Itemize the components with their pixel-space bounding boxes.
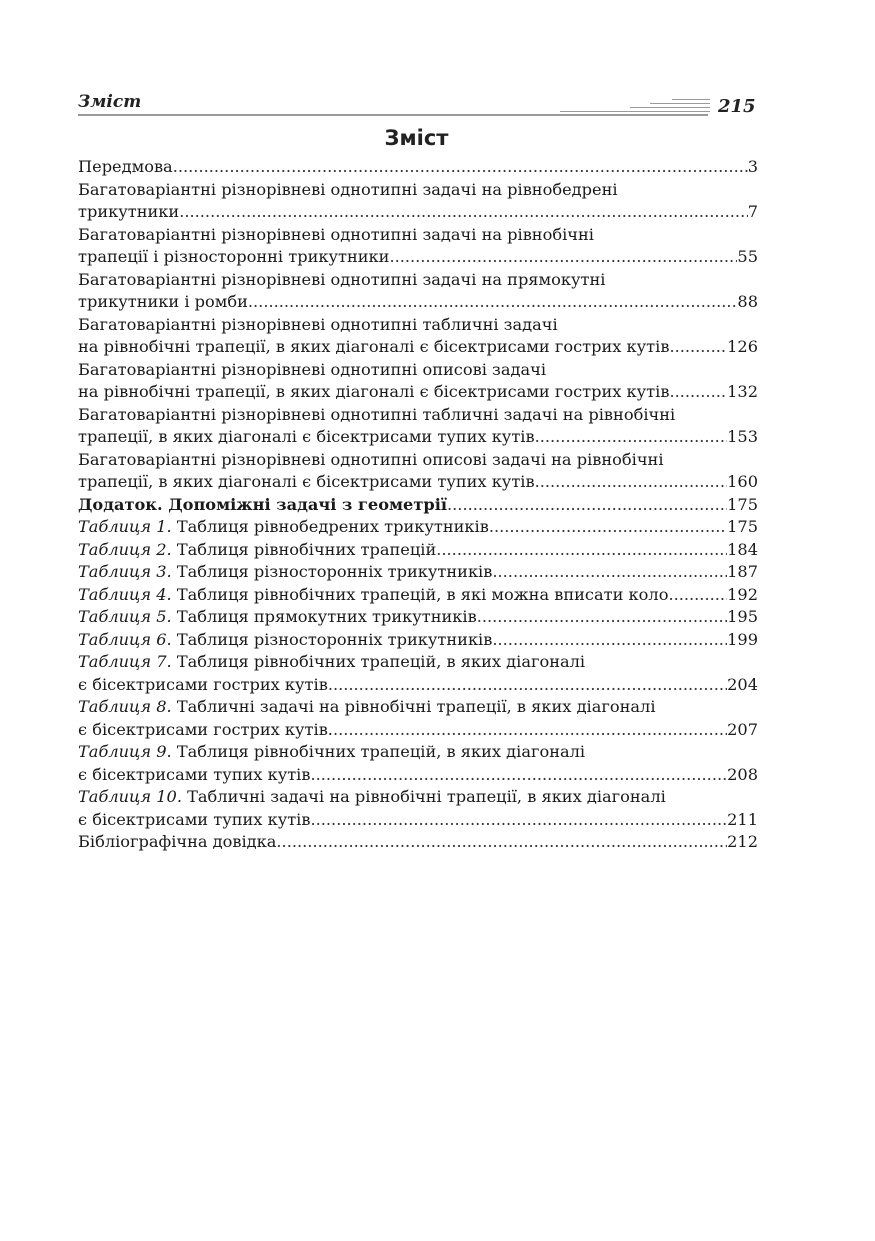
leader-dots	[333, 719, 727, 742]
toc-page-number: 126	[727, 337, 758, 356]
table-prefix: Таблиця 5.	[78, 607, 172, 626]
toc-entry-line: Табличні задачі на рівнобічні трапеції, в яких діагоналі	[181, 787, 666, 806]
toc-entry[interactable]	[78, 224, 758, 269]
table-prefix: Таблиця 9.	[78, 742, 172, 761]
toc-entry-label: трапеції, в яких діагоналі є бісектрисами тупих кутів	[78, 472, 535, 491]
leader-dots	[389, 246, 737, 269]
toc-entry[interactable]	[78, 831, 758, 854]
toc-entry-appendix[interactable]	[78, 494, 758, 517]
toc-page-number: 7	[747, 202, 758, 221]
toc-entry-label: на рівнобічні трапеції, в яких діагоналі є бісектрисами гострих кутів	[78, 337, 670, 356]
toc-entry-table[interactable]	[78, 539, 758, 562]
toc-entry-line: Багатоваріантні різнорівневі однотипні табличні задачі на рівнобічні	[78, 404, 676, 424]
toc-entry[interactable]	[78, 314, 758, 359]
toc-entry-label: трикутники	[78, 202, 180, 221]
toc-entry[interactable]	[78, 404, 758, 449]
toc-entry-line: Багатоваріантні різнорівневі однотипні задачі на рівнобедрені	[78, 179, 618, 199]
toc-page-number: 132	[727, 382, 758, 401]
toc-title: Зміст	[384, 126, 449, 150]
toc-entry-line: Багатоваріантні різнорівневі однотипні задачі на рівнобічні	[78, 224, 594, 244]
toc-page-number: 208	[727, 764, 758, 784]
toc-entry-line: Табличні задачі на рівнобічні трапеції, в яких діагоналі	[171, 697, 656, 716]
leader-dots	[447, 494, 727, 517]
leader-dots	[535, 471, 728, 494]
toc-page-number: 204	[727, 674, 758, 694]
toc-entry-table[interactable]	[78, 741, 758, 786]
toc-entry-line: Багатоваріантні різнорівневі однотипні описові задачі	[78, 359, 546, 379]
toc-entry-line: Багатоваріантні різнорівневі однотипні задачі на прямокутні	[78, 269, 606, 289]
toc-entry-table[interactable]	[78, 561, 758, 584]
toc-entry-table[interactable]	[78, 786, 758, 831]
table-prefix: Таблиця 3.	[78, 562, 172, 581]
toc-entry-label: є бісектрисами тупих кутів	[78, 764, 311, 784]
toc-entry-label: на рівнобічні трапеції, в яких діагоналі є бісектрисами гострих кутів	[78, 382, 670, 401]
table-prefix: Таблиця 4.	[78, 584, 172, 604]
toc-entry[interactable]	[78, 449, 758, 494]
leader-dots	[328, 674, 727, 697]
leader-dots	[492, 629, 727, 652]
toc-entry-label: Бібліографічна довідка	[78, 832, 277, 851]
toc-entry-table[interactable]	[78, 516, 758, 539]
toc-page-number: 207	[727, 719, 758, 739]
toc-entry[interactable]	[78, 156, 758, 179]
toc-entry-label: трапеції і різносторонні трикутники	[78, 247, 390, 266]
toc-entry-line: Багатоваріантні різнорівневі однотипні описові задачі на рівнобічні	[78, 449, 664, 469]
toc-entry-table[interactable]	[78, 606, 758, 629]
leader-dots	[492, 561, 727, 584]
toc-entry-label: є бісектрисами гострих кутів.	[78, 719, 333, 739]
table-prefix: Таблиця 7.	[78, 652, 172, 671]
toc-page-number: 187	[727, 562, 758, 581]
leader-dots	[248, 291, 738, 314]
toc-entry-table[interactable]	[78, 696, 758, 741]
table-prefix: Таблиця 10.	[78, 787, 182, 806]
toc-entry-label: трикутники і ромби	[78, 292, 248, 311]
leader-dots	[436, 539, 727, 562]
toc-page-number: 184	[727, 539, 758, 559]
leader-dots	[668, 584, 727, 607]
toc-entry-label: Таблиця різносторонніх трикутників	[171, 629, 493, 649]
toc-page-number: 212	[727, 832, 758, 851]
leader-dots	[173, 156, 748, 179]
toc-page-number: 88	[737, 292, 758, 311]
toc-entry-table[interactable]	[78, 651, 758, 696]
toc-page-number: 192	[727, 584, 758, 604]
toc-page-number: 211	[727, 809, 758, 829]
toc-entry-line: Таблиця рівнобічних трапецій, в яких діагоналі	[171, 742, 586, 761]
leader-dots	[535, 426, 728, 449]
page-number: 215	[718, 96, 756, 117]
toc-entry-line: Таблиця рівнобічних трапецій, в яких діагоналі	[171, 652, 586, 671]
table-of-contents	[78, 156, 758, 854]
toc-entry-label: трапеції, в яких діагоналі є бісектрисами тупих кутів	[78, 427, 535, 446]
leader-dots	[276, 831, 727, 854]
toc-page-number: 3	[747, 157, 758, 176]
leader-dots	[310, 809, 727, 832]
toc-entry-label: Таблиця різносторонніх трикутників	[171, 562, 493, 581]
toc-page-number: 175	[727, 494, 758, 514]
leader-dots	[669, 381, 727, 404]
running-head-title: Зміст	[78, 92, 142, 112]
toc-entry-label: є бісектрисами тупих кутів	[78, 809, 311, 829]
table-prefix: Таблиця 1.	[78, 517, 172, 536]
toc-entry-label: Таблиця прямокутних трикутників	[171, 607, 477, 626]
table-prefix: Таблиця 8.	[78, 697, 172, 716]
leader-dots	[669, 336, 727, 359]
toc-entry-label: Передмова	[78, 157, 173, 176]
toc-entry-label: Таблиця рівнобічних трапецій	[171, 539, 437, 559]
leader-dots	[477, 606, 727, 629]
toc-page-number: 195	[727, 607, 758, 626]
header-rule	[78, 114, 708, 116]
toc-entry-table[interactable]	[78, 629, 758, 652]
leader-dots	[489, 516, 727, 539]
table-prefix: Таблиця 6.	[78, 629, 172, 649]
toc-page-number: 55	[737, 247, 758, 266]
toc-entry[interactable]	[78, 359, 758, 404]
header-decorative-rules	[560, 99, 710, 115]
leader-dots	[310, 764, 727, 787]
toc-page-number: 175	[727, 517, 758, 536]
toc-page-number: 160	[727, 472, 758, 491]
toc-page-number: 199	[727, 629, 758, 649]
toc-entry-label: Додаток. Допоміжні задачі з геометрії	[78, 494, 448, 514]
toc-page-number: 153	[727, 427, 758, 446]
table-prefix: Таблиця 2.	[78, 539, 172, 559]
toc-entry-label: Таблиця рівнобедрених трикутників	[171, 517, 489, 536]
toc-entry-line: Багатоваріантні різнорівневі однотипні табличні задачі	[78, 314, 558, 334]
toc-entry-label: Таблиця рівнобічних трапецій, в які можна вписати коло	[171, 584, 669, 604]
toc-entry[interactable]	[78, 179, 758, 224]
toc-entry-label: є бісектрисами гострих кутів	[78, 674, 328, 694]
toc-entry[interactable]	[78, 269, 758, 314]
leader-dots	[179, 201, 747, 224]
toc-entry-table[interactable]	[78, 584, 758, 607]
